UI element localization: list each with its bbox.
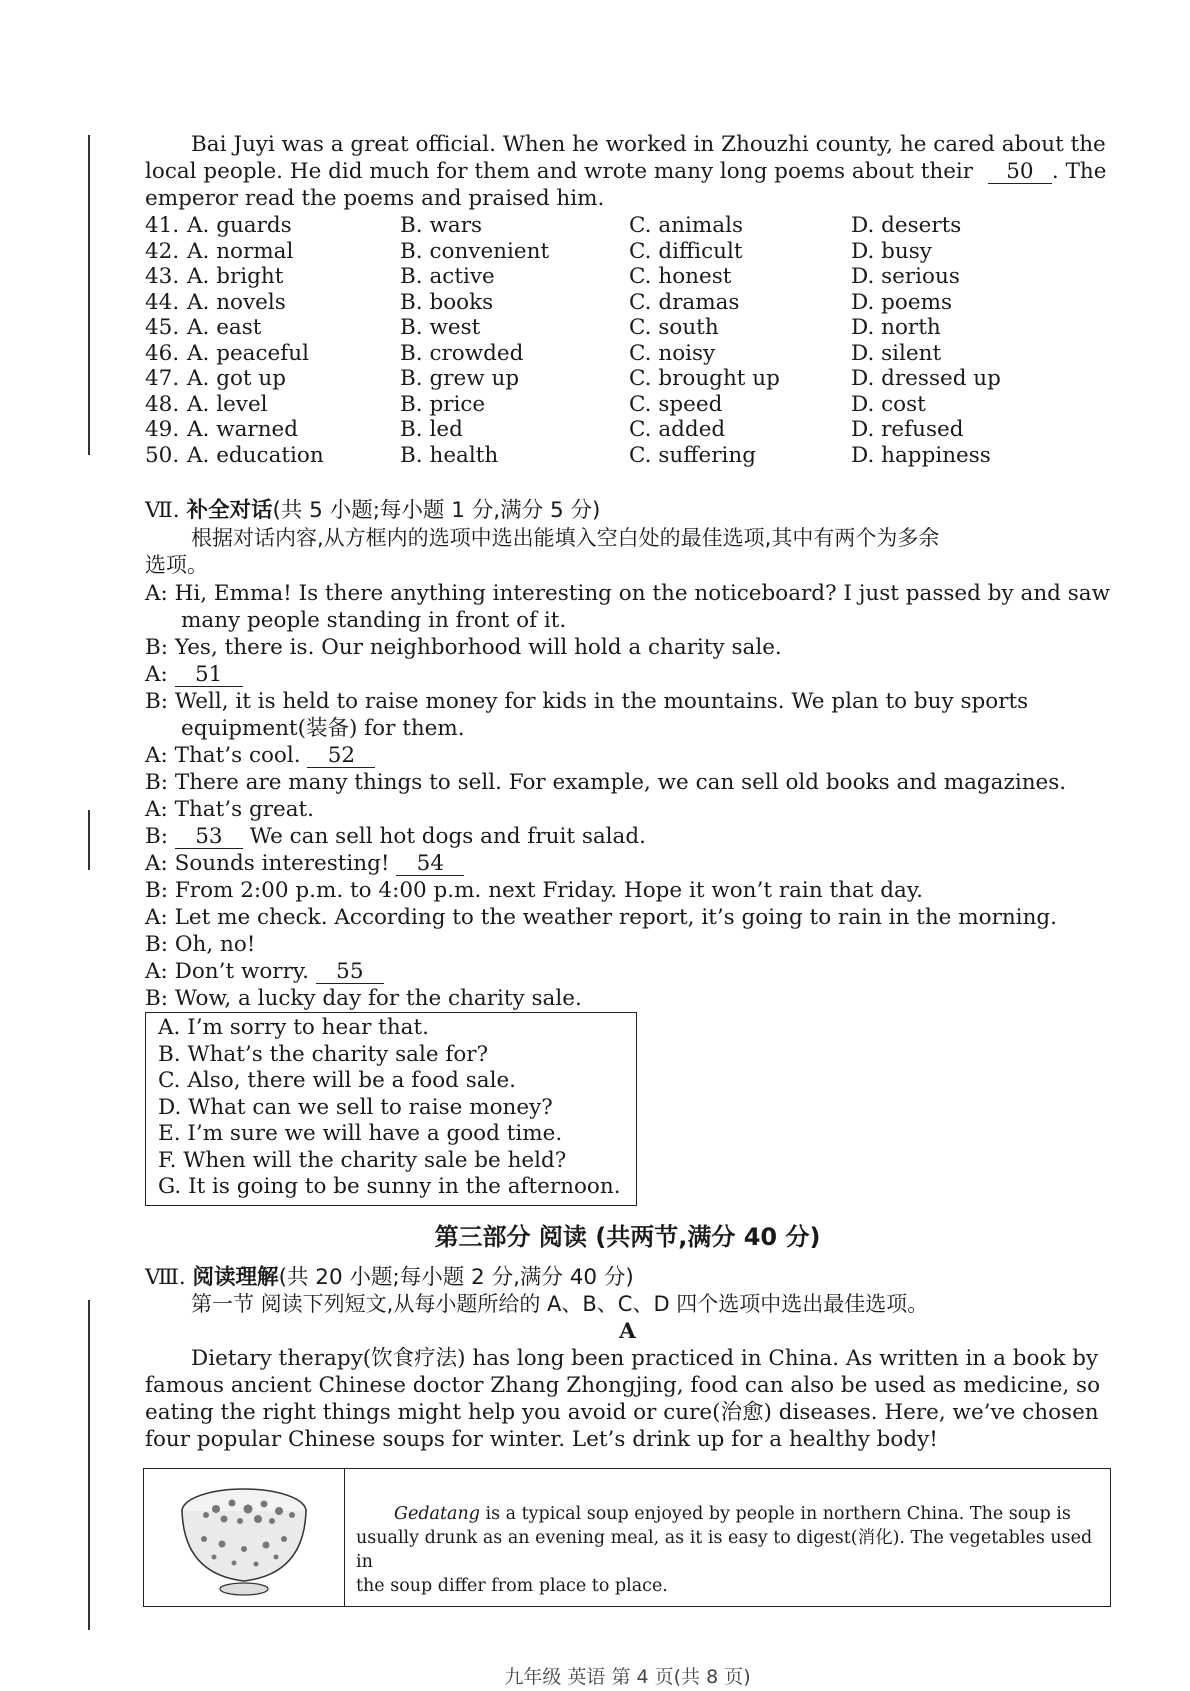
option-d[interactable]: D. poems [851,289,952,315]
option-c[interactable]: C. south [629,315,719,340]
option-row [145,212,1110,239]
option-d[interactable]: D. refused [851,417,964,442]
dialogue-line-12: B: Oh, no! [145,932,256,957]
blank-52[interactable]: 52 [307,745,375,768]
soup-description [356,1502,1096,1598]
passage-a-line-2: famous ancient Chinese doctor Zhang Zhongjing, food can also be used as medicine, so [145,1373,1101,1398]
margin-line-top [88,135,90,455]
choices-box [145,1012,637,1206]
option-b[interactable]: B. price [400,391,486,417]
passage-line-2-end: . The [1051,159,1107,184]
option-a[interactable]: A. normal [187,238,294,264]
dialogue-line-1b: many people standing in front of it. [181,608,567,633]
soup-table [143,1468,1111,1607]
option-c[interactable]: C. added [629,417,726,442]
soup-desc-line-2: usually drunk as an evening meal, as it is easy to digest(消化). The vegetables used in [356,1528,1093,1572]
option-a[interactable]: A. level [187,391,268,417]
blank-50[interactable]: 50 [988,161,1052,184]
part-3-title: 第三部分 阅读 (共两节,满分 40 分) [434,1223,821,1251]
option-row [145,365,1110,392]
option-a[interactable]: A. got up [187,366,286,391]
dialogue-line-14: B: Wow, a lucky day for the charity sale. [145,986,582,1011]
choice-item: A. I’m sorry to hear that. [158,1015,429,1040]
soup-desc-line-3: the soup differ from place to place. [356,1576,668,1596]
question-number: 41. [145,213,180,238]
choice-item: C. Also, there will be a food sale. [158,1068,517,1093]
option-d[interactable]: D. north [851,315,941,340]
dialogue-line-9 [145,850,464,877]
question-number: 46. [145,340,180,366]
option-b[interactable]: B. active [400,264,495,289]
dialogue-line-4b: equipment(装备) for them. [181,716,465,741]
option-c[interactable]: C. honest [629,264,732,289]
page-footer: 九年级 英语 第 4 页(共 8 页) [504,1666,751,1688]
soup-desc-line-1 [356,1502,1096,1526]
section-7-instructions-end: 选项。 [145,553,208,577]
dialogue-line-5-text: A: That’s cool. [145,743,301,768]
section-7-title: 补全对话 [186,498,273,523]
section-8-heading [145,1264,634,1291]
option-d[interactable]: D. dressed up [851,366,1001,391]
blank-54[interactable]: 54 [396,853,464,876]
section-7-heading [145,497,600,524]
question-number: 45. [145,315,180,340]
choice-item: B. What’s the charity sale for? [158,1041,489,1067]
option-a[interactable]: A. peaceful [187,340,309,366]
passage-a-line-4: four popular Chinese soups for winter. Let’s drink up for a healthy body! [145,1427,938,1452]
blank-53[interactable]: 53 [175,826,243,849]
option-c[interactable]: C. difficult [629,238,743,264]
blank-55[interactable]: 55 [316,961,384,984]
dialogue-line-13-text: A: Don’t worry. [145,959,309,984]
dialogue-line-2: B: Yes, there is. Our neighborhood will hold a charity sale. [145,635,782,660]
question-number: 48. [145,391,180,417]
dialogue-line-1: A: Hi, Emma! Is there anything interesting on the noticeboard? I just passed by and saw [145,581,1111,606]
option-d[interactable]: D. deserts [851,213,962,238]
question-number: 44. [145,289,180,315]
option-b[interactable]: B. west [400,315,481,340]
dialogue-line-6: B: There are many things to sell. For example, we can sell old books and magazines. [145,770,1067,795]
choice-item: D. What can we sell to raise money? [158,1094,553,1120]
option-a[interactable]: A. guards [187,213,292,238]
choice-item: F. When will the charity sale be held? [158,1147,567,1173]
option-c[interactable]: C. suffering [629,442,756,468]
passage-line-2 [145,158,1110,185]
section-8-title: 阅读理解 [192,1265,279,1290]
soup-image-cell [144,1469,345,1606]
choice-item: G. It is going to be sunny in the afternoon. [158,1174,621,1199]
question-number: 47. [145,366,180,391]
option-row [145,238,1110,265]
option-row [145,289,1110,316]
option-row [145,442,1110,469]
option-d[interactable]: D. serious [851,264,960,289]
option-a[interactable]: A. bright [187,264,284,289]
choice-item: E. I’m sure we will have a good time. [158,1121,563,1146]
option-d[interactable]: D. cost [851,391,926,417]
section-8-number: Ⅷ. [145,1265,186,1290]
option-b[interactable]: B. led [400,417,463,442]
dialogue-line-13 [145,958,384,985]
passage-line-3: emperor read the poems and praised him. [145,186,605,211]
option-a[interactable]: A. novels [187,289,286,315]
dialogue-line-8 [145,823,646,850]
option-d[interactable]: D. silent [851,340,942,366]
option-b[interactable]: B. grew up [400,366,520,391]
option-d[interactable]: D. happiness [851,442,991,468]
speaker-b: B: [145,824,169,849]
option-d[interactable]: D. busy [851,238,932,264]
option-row [145,416,1110,443]
option-a[interactable]: A. education [187,442,324,468]
option-b[interactable]: B. health [400,442,499,468]
question-number: 49. [145,417,180,442]
passage-line-2-text: local people. He did much for them and wrote many long poems about their [145,159,974,184]
section-7-note: (共 5 小题;每小题 1 分,满分 5 分) [272,498,601,523]
passage-a-label: A [619,1319,636,1344]
section-8-note: (共 20 小题;每小题 2 分,满分 40 分) [278,1265,634,1290]
passage-a-line-1: Dietary therapy(饮食疗法) has long been practiced in China. As written in a book by [191,1346,1099,1371]
section-7-instructions: 根据对话内容,从方框内的选项中选出能填入空白处的最佳选项,其中有两个为多余 [191,526,940,550]
dialogue-line-4: B: Well, it is held to raise money for kids in the mountains. We plan to buy sports [145,689,1029,714]
dialogue-line-11: A: Let me check. According to the weather report, it’s going to rain in the morning. [145,905,1058,930]
question-number: 43. [145,264,180,289]
option-b[interactable]: B. books [400,289,494,315]
question-number: 50. [145,442,180,468]
question-number: 42. [145,238,180,264]
option-b[interactable]: B. convenient [400,238,550,264]
option-c[interactable]: C. animals [629,213,744,238]
option-row [145,391,1110,418]
option-a[interactable]: A. east [187,315,262,340]
option-c[interactable]: C. speed [629,391,723,417]
dialogue-line-3 [145,661,243,688]
passage-a-line-3: eating the right things might help you avoid or cure(治愈) diseases. Here, we’ve chosen [145,1400,1099,1425]
section-8-subheading: 第一节 阅读下列短文,从每小题所给的 A、B、C、D 四个选项中选出最佳选项。 [191,1292,929,1316]
option-c[interactable]: C. dramas [629,289,740,315]
margin-line-middle [88,810,90,870]
option-row [145,263,1110,290]
passage-line-1: Bai Juyi was a great official. When he worked in Zhouzhi county, he cared about the [191,132,1106,157]
option-b[interactable]: B. wars [400,213,483,238]
option-a[interactable]: A. warned [187,417,299,442]
option-b[interactable]: B. crowded [400,340,524,366]
dialogue-line-7: A: That’s great. [145,797,315,822]
speaker-a: A: [145,662,168,687]
margin-line-bottom [88,1300,90,1630]
blank-51[interactable]: 51 [175,664,243,687]
dialogue-line-9-text: A: Sounds interesting! [145,851,390,876]
dialogue-line-8-text: We can sell hot dogs and fruit salad. [249,824,646,849]
option-c[interactable]: C. noisy [629,340,716,366]
soup-desc-line-1-text: is a typical soup enjoyed by people in northern China. The soup is [479,1504,1071,1524]
soup-name: Gedatang [394,1504,480,1524]
dialogue-line-10: B: From 2:00 p.m. to 4:00 p.m. next Friday. Hope it won’t rain that day. [145,878,923,903]
option-c[interactable]: C. brought up [629,366,780,391]
section-7-number: Ⅶ. [145,498,180,523]
soup-bowl-image [144,1469,344,1606]
option-row [145,314,1110,341]
dialogue-line-5 [145,742,375,769]
option-row [145,340,1110,367]
